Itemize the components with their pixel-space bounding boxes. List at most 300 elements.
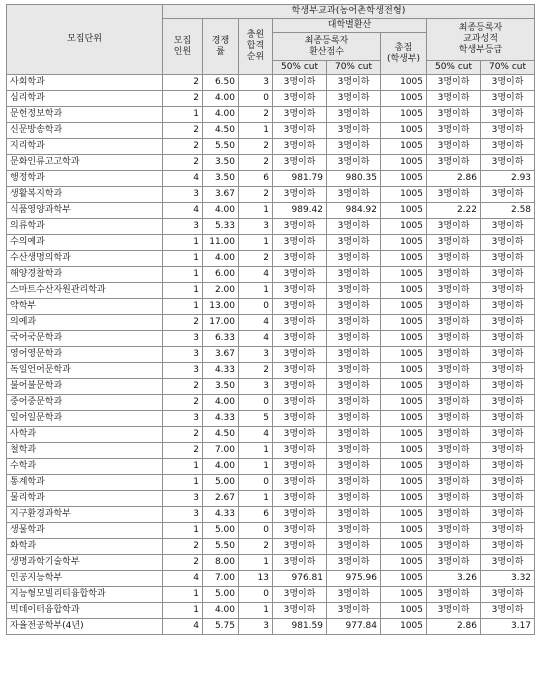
table-row	[7, 619, 535, 635]
cell-waitlist: 1	[239, 491, 273, 507]
cell-waitlist: 1	[239, 443, 273, 459]
cell-conv-cut50: 3명이하	[273, 347, 327, 363]
cell-conv-cut70: 3명이하	[327, 187, 381, 203]
cell-capacity: 2	[163, 395, 203, 411]
cell-capacity: 2	[163, 123, 203, 139]
cell-capacity: 1	[163, 235, 203, 251]
cell-competition: 4.00	[203, 395, 239, 411]
cell-waitlist: 0	[239, 523, 273, 539]
cell-conv-cut50: 3명이하	[273, 155, 327, 171]
cell-total: 1005	[381, 379, 427, 395]
cell-unit-name: 사회학과	[7, 75, 163, 91]
cell-conv-cut70: 3명이하	[327, 491, 381, 507]
cell-grade-cut70: 3명이하	[481, 187, 535, 203]
cell-conv-cut70: 3명이하	[327, 91, 381, 107]
cell-total: 1005	[381, 571, 427, 587]
cell-capacity: 3	[163, 187, 203, 203]
table-row	[7, 155, 535, 171]
cell-conv-cut70: 3명이하	[327, 443, 381, 459]
cell-conv-cut70: 3명이하	[327, 523, 381, 539]
cell-competition: 4.00	[203, 203, 239, 219]
cell-conv-cut50: 3명이하	[273, 267, 327, 283]
cell-grade-cut70: 3명이하	[481, 427, 535, 443]
cell-grade-cut50: 3명이하	[427, 475, 481, 491]
cell-competition: 4.00	[203, 107, 239, 123]
cell-capacity: 1	[163, 283, 203, 299]
table-row	[7, 491, 535, 507]
cell-conv-cut50: 3명이하	[273, 283, 327, 299]
cell-total: 1005	[381, 219, 427, 235]
cell-grade-cut70: 3명이하	[481, 507, 535, 523]
cell-total: 1005	[381, 587, 427, 603]
cell-conv-cut50: 3명이하	[273, 459, 327, 475]
cell-grade-cut70: 3명이하	[481, 411, 535, 427]
cell-grade-cut50: 3.26	[427, 571, 481, 587]
cell-total: 1005	[381, 539, 427, 555]
cell-unit-name: 국어국문학과	[7, 331, 163, 347]
cell-waitlist: 1	[239, 555, 273, 571]
cell-waitlist: 2	[239, 155, 273, 171]
cell-unit-name: 행정학과	[7, 171, 163, 187]
table-row	[7, 571, 535, 587]
cell-competition: 17.00	[203, 315, 239, 331]
cell-conv-cut50: 976.81	[273, 571, 327, 587]
cell-grade-cut70: 3명이하	[481, 475, 535, 491]
cell-conv-cut70: 3명이하	[327, 219, 381, 235]
cell-competition: 4.00	[203, 91, 239, 107]
cell-conv-cut50: 3명이하	[273, 235, 327, 251]
cell-grade-cut70: 3명이하	[481, 235, 535, 251]
cell-waitlist: 2	[239, 363, 273, 379]
cell-capacity: 2	[163, 91, 203, 107]
cell-grade-cut70: 3.17	[481, 619, 535, 635]
admission-results-table-wrap	[6, 4, 535, 635]
cell-grade-cut70: 3명이하	[481, 379, 535, 395]
cell-waitlist: 1	[239, 235, 273, 251]
cell-capacity: 3	[163, 331, 203, 347]
table-row	[7, 395, 535, 411]
table-row	[7, 523, 535, 539]
cell-waitlist: 3	[239, 347, 273, 363]
cell-waitlist: 1	[239, 203, 273, 219]
table-row	[7, 331, 535, 347]
cell-conv-cut50: 3명이하	[273, 123, 327, 139]
cell-competition: 6.50	[203, 75, 239, 91]
table-row	[7, 507, 535, 523]
cell-total: 1005	[381, 555, 427, 571]
cell-waitlist: 3	[239, 379, 273, 395]
cell-conv-cut70: 3명이하	[327, 155, 381, 171]
table-row	[7, 459, 535, 475]
table-row	[7, 75, 535, 91]
cell-competition: 5.00	[203, 523, 239, 539]
table-row	[7, 379, 535, 395]
cell-grade-cut50: 3명이하	[427, 523, 481, 539]
cell-conv-cut70: 3명이하	[327, 395, 381, 411]
cell-unit-name: 의류학과	[7, 219, 163, 235]
header-final-conv: 최종등록자 환산점수	[273, 33, 381, 61]
cell-grade-cut50: 3명이하	[427, 587, 481, 603]
cell-total: 1005	[381, 331, 427, 347]
cell-competition: 3.67	[203, 347, 239, 363]
table-row	[7, 475, 535, 491]
cell-unit-name: 불어불문학과	[7, 379, 163, 395]
cell-grade-cut70: 3명이하	[481, 555, 535, 571]
cell-competition: 6.00	[203, 267, 239, 283]
cell-grade-cut50: 3명이하	[427, 459, 481, 475]
cell-unit-name: 중어중문학과	[7, 395, 163, 411]
cell-unit-name: 해양경찰학과	[7, 267, 163, 283]
cell-conv-cut50: 3명이하	[273, 427, 327, 443]
cell-capacity: 4	[163, 203, 203, 219]
cell-waitlist: 6	[239, 171, 273, 187]
cell-unit-name: 지구환경과학부	[7, 507, 163, 523]
cell-waitlist: 4	[239, 331, 273, 347]
cell-competition: 11.00	[203, 235, 239, 251]
cell-grade-cut50: 3명이하	[427, 155, 481, 171]
cell-unit-name: 심리학과	[7, 91, 163, 107]
cell-grade-cut70: 2.58	[481, 203, 535, 219]
cell-grade-cut50: 3명이하	[427, 363, 481, 379]
cell-total: 1005	[381, 299, 427, 315]
admission-results-table	[6, 4, 535, 635]
header-final-grade: 최종등록자 교과성적 학생부등급	[427, 19, 535, 61]
table-row	[7, 203, 535, 219]
cell-total: 1005	[381, 251, 427, 267]
header-total: 총점 (학생부)	[381, 33, 427, 75]
cell-grade-cut50: 3명이하	[427, 539, 481, 555]
header-unit: 모집단위	[7, 5, 163, 75]
cell-total: 1005	[381, 619, 427, 635]
cell-grade-cut50: 3명이하	[427, 379, 481, 395]
header-competition: 경쟁 률	[203, 19, 239, 75]
cell-conv-cut50: 3명이하	[273, 299, 327, 315]
header-waitlist: 충원 합격 순위	[239, 19, 273, 75]
cell-grade-cut70: 3명이하	[481, 91, 535, 107]
cell-competition: 5.00	[203, 475, 239, 491]
table-row	[7, 539, 535, 555]
cell-unit-name: 통계학과	[7, 475, 163, 491]
cell-waitlist: 3	[239, 219, 273, 235]
cell-grade-cut50: 2.86	[427, 171, 481, 187]
cell-unit-name: 일어일문학과	[7, 411, 163, 427]
cell-grade-cut70: 3명이하	[481, 107, 535, 123]
cell-total: 1005	[381, 411, 427, 427]
cell-grade-cut70: 3명이하	[481, 283, 535, 299]
cell-unit-name: 수산생명의학과	[7, 251, 163, 267]
cell-waitlist: 2	[239, 107, 273, 123]
table-row	[7, 139, 535, 155]
cell-waitlist: 2	[239, 539, 273, 555]
cell-grade-cut70: 3명이하	[481, 459, 535, 475]
cell-total: 1005	[381, 427, 427, 443]
table-row	[7, 363, 535, 379]
cell-grade-cut70: 3명이하	[481, 587, 535, 603]
cell-waitlist: 2	[239, 139, 273, 155]
cell-grade-cut50: 3명이하	[427, 267, 481, 283]
cell-conv-cut70: 980.35	[327, 171, 381, 187]
cell-capacity: 1	[163, 251, 203, 267]
cell-grade-cut70: 3명이하	[481, 331, 535, 347]
cell-grade-cut50: 3명이하	[427, 411, 481, 427]
cell-conv-cut50: 989.42	[273, 203, 327, 219]
cell-conv-cut70: 3명이하	[327, 331, 381, 347]
cell-conv-cut70: 3명이하	[327, 475, 381, 491]
cell-grade-cut70: 2.93	[481, 171, 535, 187]
cell-unit-name: 문헌정보학과	[7, 107, 163, 123]
cell-competition: 4.33	[203, 411, 239, 427]
cell-waitlist: 1	[239, 123, 273, 139]
cell-conv-cut70: 3명이하	[327, 603, 381, 619]
cell-conv-cut70: 3명이하	[327, 459, 381, 475]
cell-competition: 5.50	[203, 139, 239, 155]
cell-conv-cut50: 3명이하	[273, 187, 327, 203]
cell-conv-cut70: 3명이하	[327, 139, 381, 155]
cell-total: 1005	[381, 283, 427, 299]
cell-conv-cut70: 3명이하	[327, 363, 381, 379]
cell-conv-cut50: 3명이하	[273, 507, 327, 523]
cell-total: 1005	[381, 91, 427, 107]
table-row	[7, 587, 535, 603]
cell-grade-cut50: 3명이하	[427, 507, 481, 523]
cell-total: 1005	[381, 523, 427, 539]
cell-conv-cut50: 3명이하	[273, 107, 327, 123]
table-row	[7, 411, 535, 427]
table-body	[7, 75, 535, 635]
cell-total: 1005	[381, 171, 427, 187]
cell-unit-name: 독일언어문학과	[7, 363, 163, 379]
cell-conv-cut50: 3명이하	[273, 443, 327, 459]
table-row	[7, 219, 535, 235]
cell-conv-cut70: 3명이하	[327, 251, 381, 267]
cell-grade-cut50: 3명이하	[427, 299, 481, 315]
cell-total: 1005	[381, 75, 427, 91]
cell-total: 1005	[381, 347, 427, 363]
cell-unit-name: 문화인류고고학과	[7, 155, 163, 171]
cell-competition: 2.67	[203, 491, 239, 507]
cell-conv-cut70: 3명이하	[327, 315, 381, 331]
cell-unit-name: 식품영양과학부	[7, 203, 163, 219]
cell-grade-cut70: 3.32	[481, 571, 535, 587]
cell-conv-cut70: 3명이하	[327, 283, 381, 299]
cell-total: 1005	[381, 603, 427, 619]
cell-capacity: 4	[163, 171, 203, 187]
cell-waitlist: 0	[239, 587, 273, 603]
cell-competition: 4.50	[203, 427, 239, 443]
table-row	[7, 443, 535, 459]
table-row	[7, 315, 535, 331]
cell-competition: 6.33	[203, 331, 239, 347]
cell-grade-cut50: 2.86	[427, 619, 481, 635]
cell-total: 1005	[381, 267, 427, 283]
cell-conv-cut50: 3명이하	[273, 363, 327, 379]
cell-capacity: 1	[163, 459, 203, 475]
cell-waitlist: 3	[239, 75, 273, 91]
cell-unit-name: 빅데이터융합학과	[7, 603, 163, 619]
table-row	[7, 427, 535, 443]
cell-conv-cut70: 3명이하	[327, 555, 381, 571]
table-row	[7, 171, 535, 187]
cell-total: 1005	[381, 139, 427, 155]
cell-total: 1005	[381, 491, 427, 507]
cell-waitlist: 13	[239, 571, 273, 587]
cell-grade-cut50: 3명이하	[427, 75, 481, 91]
cell-conv-cut50: 3명이하	[273, 139, 327, 155]
cell-grade-cut70: 3명이하	[481, 491, 535, 507]
cell-unit-name: 인공지능학부	[7, 571, 163, 587]
cell-competition: 4.33	[203, 507, 239, 523]
cell-grade-cut50: 3명이하	[427, 283, 481, 299]
header-group-title: 학생부교과(농어촌학생전형)	[163, 5, 535, 19]
cell-capacity: 2	[163, 539, 203, 555]
cell-waitlist: 4	[239, 267, 273, 283]
cell-capacity: 2	[163, 427, 203, 443]
cell-unit-name: 약학부	[7, 299, 163, 315]
cell-capacity: 1	[163, 603, 203, 619]
table-row	[7, 603, 535, 619]
cell-conv-cut70: 3명이하	[327, 347, 381, 363]
cell-unit-name: 영어영문학과	[7, 347, 163, 363]
cell-capacity: 2	[163, 555, 203, 571]
header-grade-cut70: 70% cut	[481, 61, 535, 75]
cell-grade-cut70: 3명이하	[481, 251, 535, 267]
cell-capacity: 3	[163, 347, 203, 363]
cell-competition: 3.50	[203, 379, 239, 395]
cell-total: 1005	[381, 443, 427, 459]
table-row	[7, 555, 535, 571]
cell-conv-cut70: 3명이하	[327, 587, 381, 603]
cell-waitlist: 2	[239, 187, 273, 203]
cell-conv-cut50: 3명이하	[273, 315, 327, 331]
cell-conv-cut50: 3명이하	[273, 587, 327, 603]
cell-conv-cut50: 3명이하	[273, 395, 327, 411]
cell-grade-cut70: 3명이하	[481, 139, 535, 155]
cell-unit-name: 지능형모빌리티융합학과	[7, 587, 163, 603]
cell-conv-cut70: 3명이하	[327, 507, 381, 523]
cell-competition: 5.75	[203, 619, 239, 635]
cell-grade-cut50: 3명이하	[427, 443, 481, 459]
cell-conv-cut70: 3명이하	[327, 267, 381, 283]
cell-conv-cut70: 3명이하	[327, 411, 381, 427]
cell-capacity: 1	[163, 475, 203, 491]
cell-waitlist: 2	[239, 251, 273, 267]
cell-competition: 4.00	[203, 251, 239, 267]
cell-competition: 5.50	[203, 539, 239, 555]
cell-grade-cut70: 3명이하	[481, 155, 535, 171]
header-grade-cut50: 50% cut	[427, 61, 481, 75]
cell-conv-cut50: 3명이하	[273, 555, 327, 571]
cell-conv-cut70: 3명이하	[327, 75, 381, 91]
cell-competition: 3.50	[203, 155, 239, 171]
cell-unit-name: 지리학과	[7, 139, 163, 155]
cell-conv-cut50: 3명이하	[273, 491, 327, 507]
header-capacity: 모집 인원	[163, 19, 203, 75]
cell-competition: 4.00	[203, 459, 239, 475]
cell-conv-cut70: 3명이하	[327, 107, 381, 123]
cell-conv-cut50: 3명이하	[273, 539, 327, 555]
cell-grade-cut70: 3명이하	[481, 75, 535, 91]
cell-competition: 3.50	[203, 171, 239, 187]
cell-grade-cut50: 2.22	[427, 203, 481, 219]
cell-grade-cut70: 3명이하	[481, 443, 535, 459]
cell-unit-name: 자율전공학부(4년)	[7, 619, 163, 635]
cell-capacity: 2	[163, 155, 203, 171]
cell-competition: 2.00	[203, 283, 239, 299]
cell-waitlist: 3	[239, 619, 273, 635]
cell-conv-cut50: 3명이하	[273, 251, 327, 267]
cell-grade-cut50: 3명이하	[427, 235, 481, 251]
cell-waitlist: 1	[239, 603, 273, 619]
cell-conv-cut50: 3명이하	[273, 411, 327, 427]
cell-waitlist: 0	[239, 91, 273, 107]
cell-waitlist: 1	[239, 459, 273, 475]
cell-total: 1005	[381, 459, 427, 475]
cell-grade-cut70: 3명이하	[481, 299, 535, 315]
cell-grade-cut50: 3명이하	[427, 555, 481, 571]
cell-unit-name: 물리학과	[7, 491, 163, 507]
cell-competition: 5.00	[203, 587, 239, 603]
cell-total: 1005	[381, 395, 427, 411]
cell-unit-name: 스마트수산자원관리학과	[7, 283, 163, 299]
cell-grade-cut70: 3명이하	[481, 603, 535, 619]
cell-capacity: 1	[163, 523, 203, 539]
cell-conv-cut50: 3명이하	[273, 379, 327, 395]
cell-waitlist: 1	[239, 283, 273, 299]
cell-competition: 5.33	[203, 219, 239, 235]
cell-competition: 4.50	[203, 123, 239, 139]
cell-unit-name: 사학과	[7, 427, 163, 443]
cell-grade-cut70: 3명이하	[481, 267, 535, 283]
cell-capacity: 1	[163, 267, 203, 283]
cell-grade-cut50: 3명이하	[427, 251, 481, 267]
cell-conv-cut50: 3명이하	[273, 75, 327, 91]
cell-capacity: 2	[163, 75, 203, 91]
table-row	[7, 91, 535, 107]
cell-total: 1005	[381, 107, 427, 123]
cell-grade-cut50: 3명이하	[427, 139, 481, 155]
header-univ-conv: 대학별환산	[273, 19, 427, 33]
cell-grade-cut70: 3명이하	[481, 123, 535, 139]
header-conv-cut50: 50% cut	[273, 61, 327, 75]
cell-grade-cut70: 3명이하	[481, 363, 535, 379]
cell-competition: 4.00	[203, 603, 239, 619]
cell-grade-cut70: 3명이하	[481, 523, 535, 539]
table-row	[7, 283, 535, 299]
cell-grade-cut50: 3명이하	[427, 347, 481, 363]
cell-grade-cut50: 3명이하	[427, 187, 481, 203]
cell-capacity: 2	[163, 443, 203, 459]
cell-competition: 7.00	[203, 443, 239, 459]
cell-waitlist: 0	[239, 475, 273, 491]
cell-total: 1005	[381, 203, 427, 219]
cell-total: 1005	[381, 155, 427, 171]
cell-conv-cut50: 3명이하	[273, 523, 327, 539]
cell-waitlist: 0	[239, 395, 273, 411]
cell-conv-cut70: 3명이하	[327, 427, 381, 443]
cell-capacity: 3	[163, 491, 203, 507]
cell-unit-name: 수의예과	[7, 235, 163, 251]
cell-capacity: 1	[163, 299, 203, 315]
cell-unit-name: 의예과	[7, 315, 163, 331]
cell-conv-cut70: 977.84	[327, 619, 381, 635]
cell-capacity: 3	[163, 507, 203, 523]
cell-grade-cut50: 3명이하	[427, 219, 481, 235]
cell-competition: 7.00	[203, 571, 239, 587]
table-row	[7, 251, 535, 267]
cell-grade-cut50: 3명이하	[427, 107, 481, 123]
cell-unit-name: 화학과	[7, 539, 163, 555]
cell-competition: 13.00	[203, 299, 239, 315]
